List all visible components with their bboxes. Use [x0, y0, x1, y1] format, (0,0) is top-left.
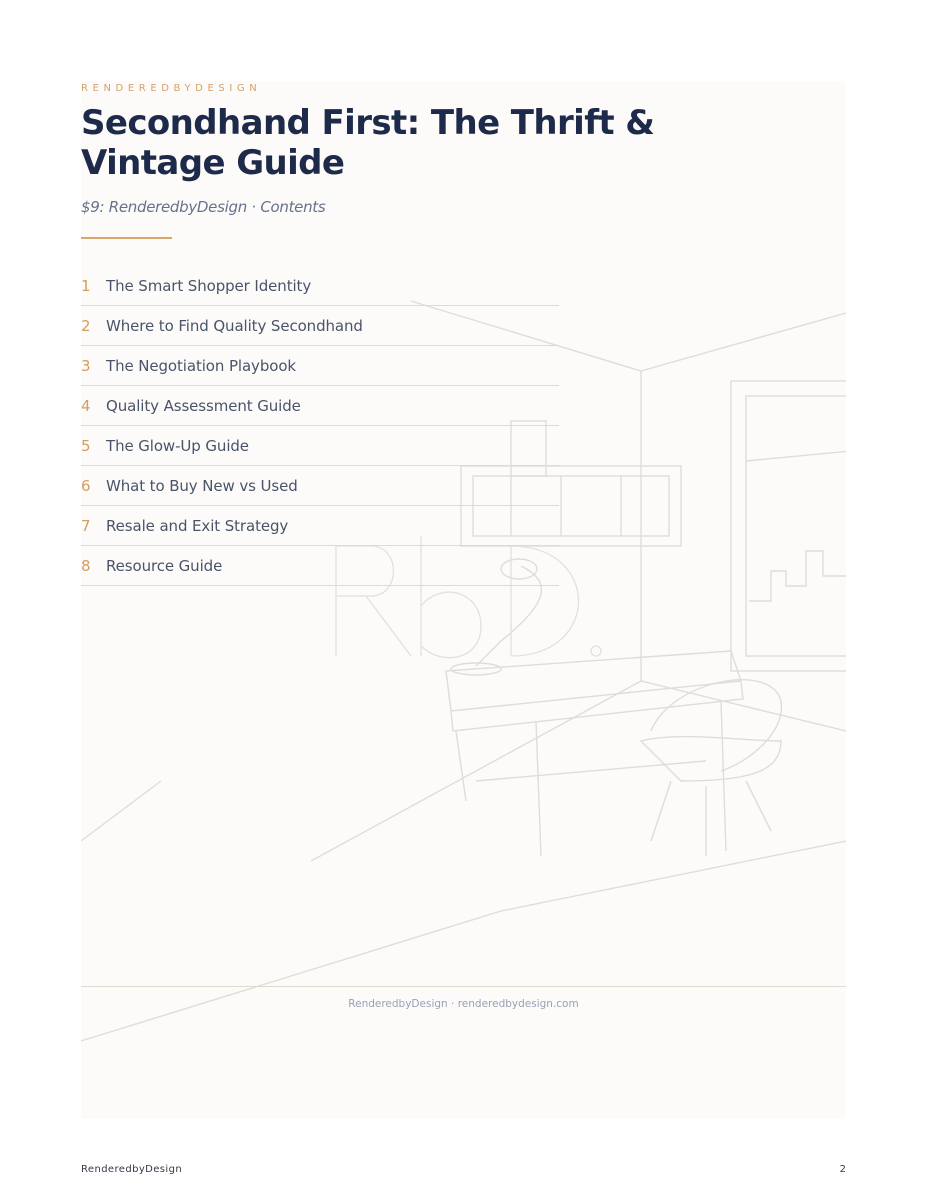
toc-item-number: 2 [81, 316, 91, 335]
content-panel [81, 81, 846, 1119]
toc-item-label: What to Buy New vs Used [106, 476, 298, 495]
toc-item[interactable] [81, 506, 559, 546]
page-subtitle: $9: RenderedbyDesign · Contents [81, 198, 326, 216]
toc-item-label: Resale and Exit Strategy [106, 516, 289, 535]
toc-item[interactable] [81, 266, 559, 306]
footer-divider [81, 986, 846, 987]
toc-item-label: The Negotiation Playbook [106, 356, 297, 375]
room-sketch-illustration [81, 81, 846, 1119]
toc-item-label: Where to Find Quality Secondhand [106, 316, 363, 335]
brand-label: RENDEREDBYDESIGN [81, 83, 262, 94]
toc-item[interactable] [81, 466, 559, 506]
toc-item-number: 6 [81, 476, 91, 495]
toc-item-label: Quality Assessment Guide [106, 396, 301, 415]
table-of-contents [81, 266, 559, 586]
page-footer-brand: RenderedbyDesign [81, 1164, 183, 1175]
page-title: Secondhand First: The Thrift & Vintage Guide [81, 103, 655, 183]
toc-item[interactable] [81, 386, 559, 426]
toc-item-number: 7 [81, 516, 91, 535]
toc-item[interactable] [81, 546, 559, 586]
toc-item-number: 1 [81, 276, 91, 295]
toc-item-label: Resource Guide [106, 556, 223, 575]
page-number: 2 [839, 1164, 846, 1175]
toc-item[interactable] [81, 346, 559, 386]
toc-item-label: The Smart Shopper Identity [106, 276, 312, 295]
toc-item-number: 8 [81, 556, 91, 575]
toc-item-number: 5 [81, 436, 91, 455]
accent-divider [81, 237, 172, 239]
toc-item[interactable] [81, 306, 559, 346]
toc-item-label: The Glow-Up Guide [106, 436, 249, 455]
footer-text: RenderedbyDesign · renderedbydesign.com [348, 998, 579, 1010]
toc-item[interactable] [81, 426, 559, 466]
toc-item-number: 3 [81, 356, 91, 375]
toc-item-number: 4 [81, 396, 91, 415]
